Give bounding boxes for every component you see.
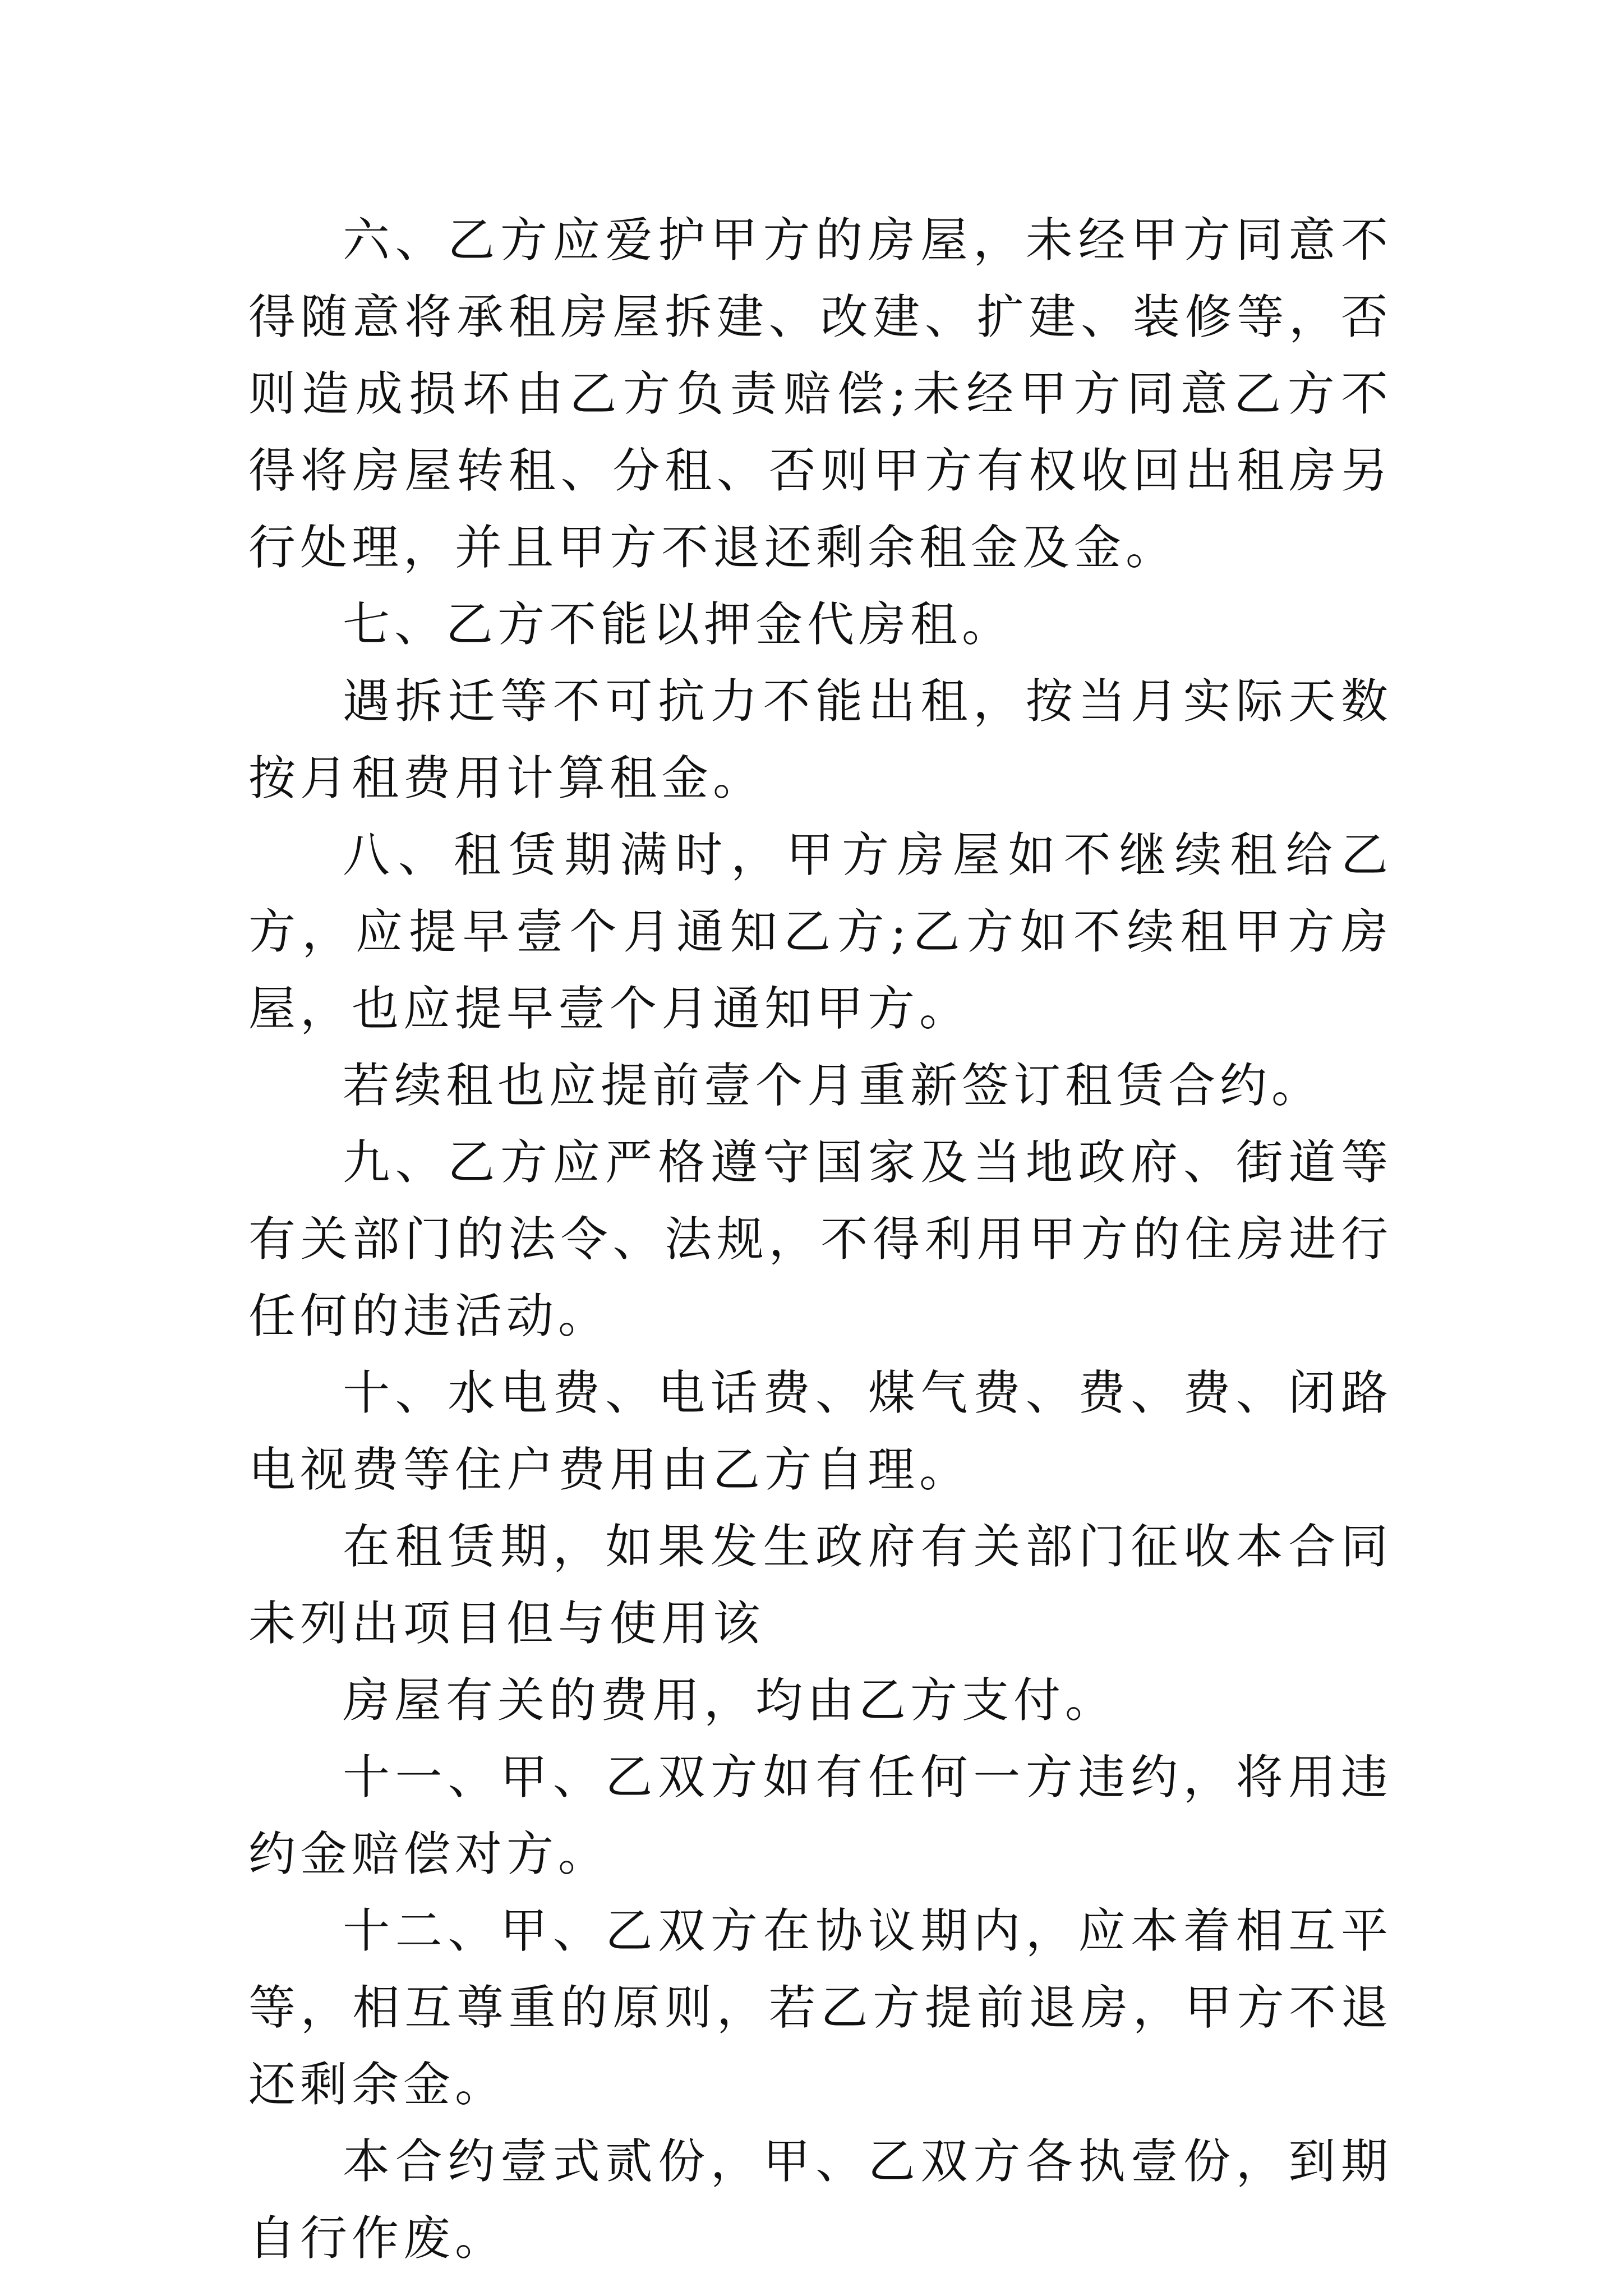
clause-8-paragraph: 八、租赁期满时，甲方房屋如不继续租给乙方，应提早壹个月通知乙方;乙方如不续租甲方房屋，也应提早壹个月通知甲方。 [248,827,1393,1036]
fees-payment-paragraph: 房屋有关的费用，均由乙方支付。 [343,1673,1117,1728]
government-fees-paragraph: 在租赁期，如果发生政府有关部门征收本合同未列出项目但与使用该 [248,1519,1393,1651]
clause-7-paragraph: 七、乙方不能以押金代房租。 [343,597,1014,652]
copies-paragraph: 本合约壹式贰份，甲、乙双方各执壹份，到期自行作废。 [248,2134,1393,2266]
clause-6-paragraph: 六、乙方应爱护甲方的房屋，未经甲方同意不得随意将承租房屋拆建、改建、扩建、装修等，否则造成损坏由乙方负责赔偿;未经甲方同意乙方不得将房屋转租、分租、否则甲方有权收回出租房另行处理，并且甲方不退还剩余租金及金。 [248,213,1393,575]
document-body [248,202,1393,2277]
clause-11-paragraph: 十一、甲、乙双方如有任何一方违约，将用违约金赔偿对方。 [248,1750,1393,1881]
force-majeure-paragraph: 遇拆迁等不可抗力不能出租，按当月实际天数按月租费用计算租金。 [248,674,1393,806]
clause-9-paragraph: 九、乙方应严格遵守国家及当地政府、街道等有关部门的法令、法规，不得利用甲方的住房进行任何的违活动。 [248,1135,1393,1343]
clause-10-paragraph: 十、水电费、电话费、煤气费、费、费、闭路电视费等住户费用由乙方自理。 [248,1365,1393,1497]
clause-12-paragraph: 十二、甲、乙双方在协议期内，应本着相互平等，相互尊重的原则，若乙方提前退房，甲方不退还剩余金。 [248,1903,1393,2112]
renewal-paragraph: 若续租也应提前壹个月重新签订租赁合约。 [343,1058,1324,1113]
